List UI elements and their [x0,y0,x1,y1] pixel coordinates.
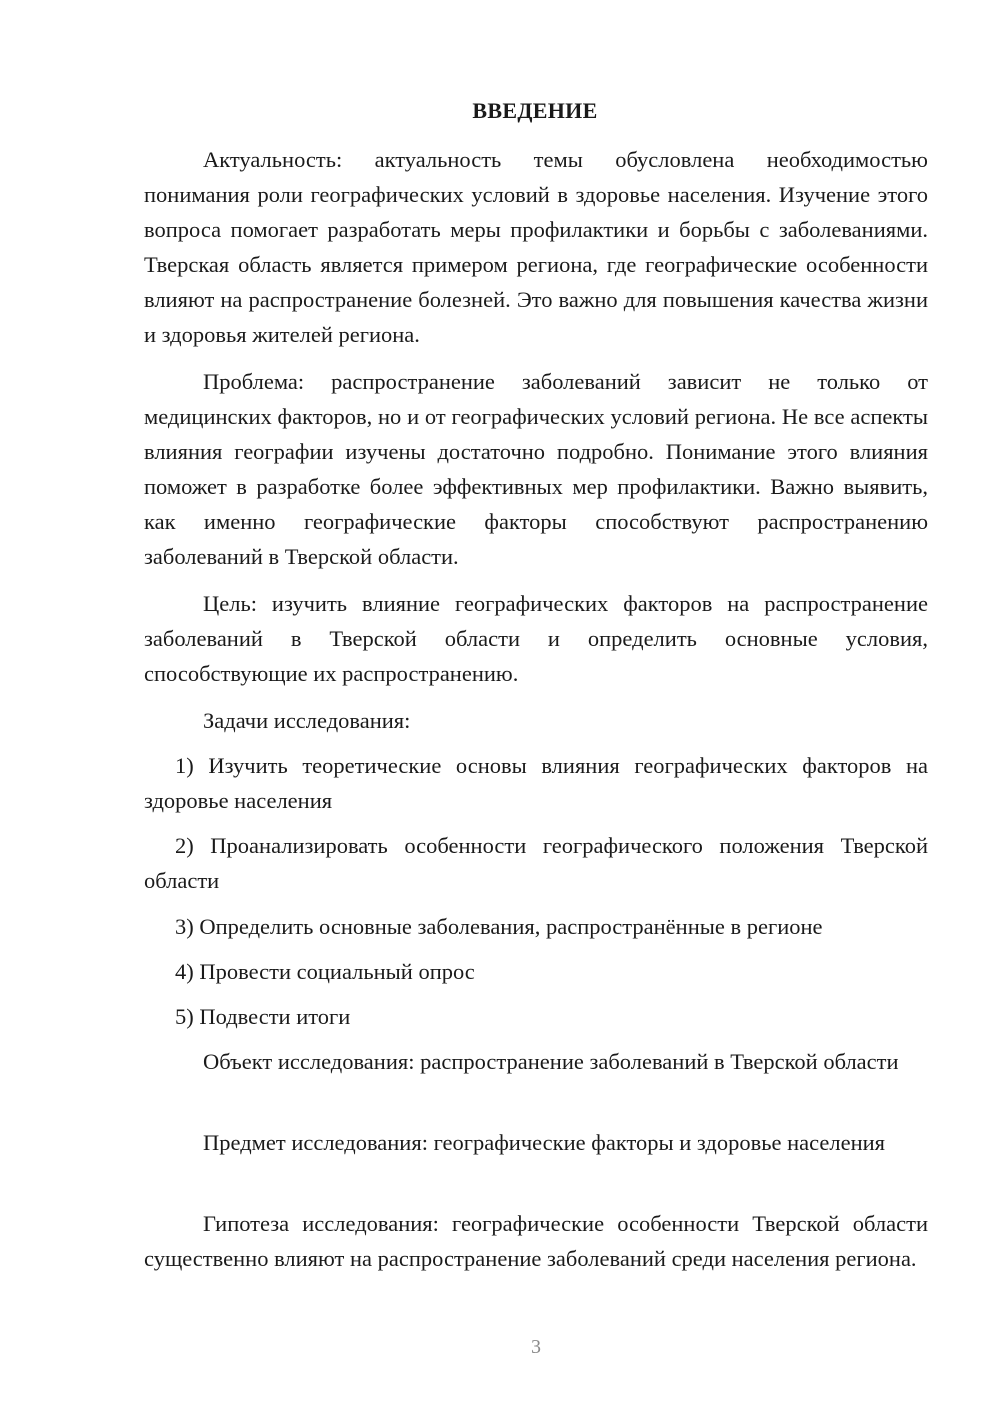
task-item-1: 1) Изучить теоретические основы влияния географических факторов на здоровье населения [144,753,928,813]
page-number: 3 [531,1336,541,1358]
paragraph-object: Объект исследования: распространение заболеваний в Тверской области [203,1049,899,1074]
task-item-3: 3) Определить основные заболевания, распространённые в регионе [175,914,823,939]
paragraph-goal: Цель: изучить влияние географических факторов на распространение заболеваний в Тверской области и определить основные условия, способствующие их распространению. [144,591,928,686]
paragraph-problem: Проблема: распространение заболеваний зависит не только от медицинских факторов, но и от географических условий региона. Не все аспекты влияния географии изучены достаточно подробно. Понимание этого влияния поможет в разработке более эффективных мер профилактики. Важно выявить, как именно географические факторы способствуют распространению заболеваний в Тверской области. [144,369,928,569]
tasks-heading: Задачи исследования: [203,708,411,733]
paragraph-hypothesis: Гипотеза исследования: географические особенности Тверской области существенно влияют на распространение заболеваний среди населения региона. [144,1211,928,1271]
paragraph-relevance: Актуальность: актуальность темы обусловлена необходимостью понимания роли географических условий в здоровье населения. Изучение этого вопроса помогает разработать меры профилактики и борьбы с заболеваниями. Тверская область является примером региона, где географические особенности влияют на распространение болезней. Это важно для повышения качества жизни и здоровья жителей региона. [144,147,928,347]
task-item-4: 4) Провести социальный опрос [175,959,475,984]
page-title: ВВЕДЕНИЕ [472,98,598,123]
task-item-2: 2) Проанализировать особенности географического положения Тверской области [144,833,928,893]
paragraph-subject: Предмет исследования: географические факторы и здоровье населения [203,1130,885,1155]
task-item-5: 5) Подвести итоги [175,1004,351,1029]
